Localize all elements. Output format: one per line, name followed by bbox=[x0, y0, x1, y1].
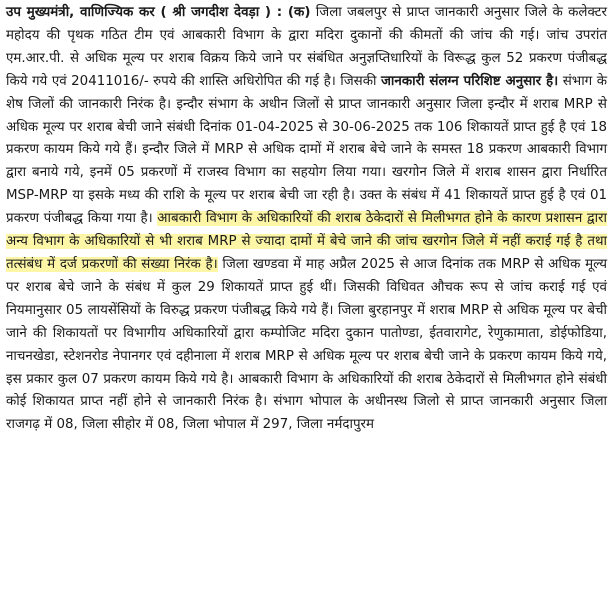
answer-paragraph bbox=[6, 2, 607, 437]
body-text-2: संभाग के शेष जिलों की जानकारी निरंक है। इन्दौर संभाग के अधीन जिलों से प्राप्त जानकारी अनुसार जिला इन्दौर में शराब MRP से अधिक मूल्य पर शराब बेची जाने संबंधी दिनांक 01-04-2025 से 30-06-2025 तक 106 शिकायतें प्राप्त हुई है एवं 18 प्रकरण कायम किये गये हैं। इन्दौर जिले में MRP से अधिक दामों में शराब बेचे जाने के समस्त 18 प्रकरण आबकारी विभाग द्वारा बनाये गये, इनमें 05 प्रकरणों में राजस्व विभाग का सहयोग लिया गया। खरगोन जिले में शराब शासन द्वारा निर्धारित MSP-MRP या इसके मध्य की राशि के मूल्य पर शराब बेची जा रही है। उक्त के संबंध में 41 शिकायतें प्राप्त हुई है एवं 01 प्रकरण पंजीबद्ध किया गया है। bbox=[6, 73, 607, 227]
body-text-1: जिला जबलपुर से प्राप्त जानकारी अनुसार जिले के कलेक्टर महोदय की पृथक गठित टीम एवं आबकारी विभाग के द्वारा मदिरा दुकानों की कीमतों की जांच की गई। जांच उपरांत एम.आर.पी. से अधिक मूल्य पर शराब विक्रय किये जाने पर संबंधित अनुज्ञप्तिधारियों के विरूद्ध कुल 52 प्रकरण पंजीबद्ध किये गये एवं 20411016/- रुपये की शास्ति अधिरोपित की गई है। जिसकी bbox=[6, 5, 607, 89]
highlighted-text: आबकारी विभाग के अधिकारियों की शराब ठेकेदारों से मिलीभगत होने के कारण प्रशासन द्वारा अन्य विभाग के अधिकारियों से भी शराब MRP से ज्यादा दामों में बेचे जाने की जांच खरगोन जिले में नहीं कराई गई है तथा तत्संबंध में दर्ज प्रकरणों की संख्या निरंक है। bbox=[6, 211, 607, 272]
annexure-reference: जानकारी संलग्न परिशिष्ट अनुसार है। bbox=[380, 73, 559, 89]
body-text-3: जिला खण्डवा में माह अप्रैल 2025 से आज दिनांक तक MRP से अधिक मूल्य पर शराब बेचे जाने के संबंध में कुल 29 शिकायतें प्राप्त हुई थीं। जिसकी विधिवत औचक रूप से जांच कराई गई एवं नियमानुसार 05 लायसेंसियों के विरुद्ध प्रकरण पंजीबद्ध किये गये हैं। जिला बुरहानपुर में शराब MRP से अधिक मूल्य पर बेची जाने की शिकायतों पर विभागीय अधिकारियों द्वारा कम्पोजिट मदिरा दुकान पातोण्डा, ईतवारागेट, रेणुकामाता, डोईफोडिया, नाचनखेडा, स्टेशनरोड नेपानगर एवं दहीनाला में शराब MRP से अधिक मूल्य पर शराब बेची जाने के प्रकरण कायम किये गये, इस प्रकार कुल 07 प्रकरण कायम किये गये है। आबकारी विभाग के अधिकारियों की शराब ठेकेदारों से मिलीभगत होने संबंधी कोई शिकायत प्राप्त नहीं होने से जानकारी निरंक है। संभाग भोपाल के अधीनस्थ जिलो से प्राप्त जानकारी अनुसार जिला राजगढ़ में 08, जिला सीहोर में 08, जिला भोपाल में 297, जिला नर्मदापुरम bbox=[6, 256, 607, 433]
speaker-heading: उप मुख्यमंत्री, वाणिज्यिक कर ( श्री जगदीश देवड़ा ) : (क) bbox=[6, 5, 311, 20]
